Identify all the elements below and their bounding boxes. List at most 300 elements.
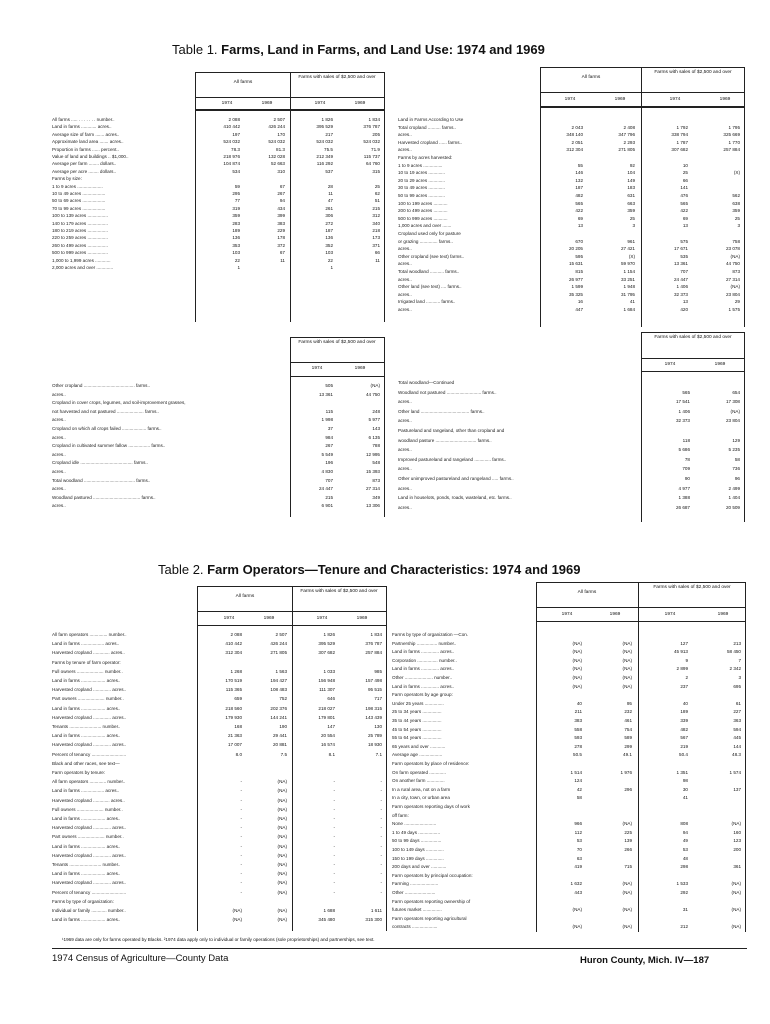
- row-label: Farm operators by principal occupation:: [392, 872, 473, 878]
- row-value: 420: [680, 307, 688, 312]
- row-value: 53: [576, 838, 582, 844]
- row-value: 28: [327, 183, 333, 189]
- row-value: (NA): [277, 889, 287, 895]
- row-value: 29: [734, 299, 740, 305]
- row-value: 631: [627, 193, 635, 198]
- row-label: Other ...................... number..: [392, 675, 452, 680]
- row-value: 7.5: [280, 751, 287, 757]
- row-label: Proportion in farms ...... percent..: [52, 146, 119, 152]
- row-value: 23 804: [725, 291, 740, 297]
- row-value: (NA): [731, 890, 741, 895]
- row-value: 283: [232, 220, 240, 226]
- row-value: 558: [574, 726, 582, 732]
- row-value: 13: [682, 223, 688, 229]
- row-label: acres..: [52, 469, 66, 474]
- row-value: 11: [280, 257, 285, 263]
- row-value: 248: [372, 408, 380, 414]
- t2-l-y1969b: 1969: [356, 616, 368, 621]
- row-value: -: [240, 797, 242, 803]
- row-value: 118: [682, 437, 690, 443]
- row-label: 500 to 999 acres ................: [52, 250, 108, 256]
- row-value: 2 499: [728, 485, 740, 491]
- row-value: 66: [682, 177, 688, 183]
- row-value: 395 529: [316, 124, 333, 130]
- row-value: 202 376: [270, 705, 287, 711]
- row-value: 104: [627, 170, 635, 176]
- row-value: 115 737: [363, 154, 380, 159]
- row-label: acres..: [398, 291, 412, 297]
- row-value: 51: [374, 198, 380, 204]
- row-label: 35 to 44 years ...............: [392, 718, 442, 723]
- row-label: 70 to 99 acres ..................: [52, 205, 106, 211]
- row-value: 353: [232, 242, 240, 248]
- row-value: 594: [733, 726, 741, 732]
- row-value: (NA): [622, 890, 632, 895]
- row-value: 524 032: [316, 139, 333, 145]
- row-value: 27 314: [365, 486, 380, 492]
- row-label: Tenants ......................... number..: [52, 862, 121, 867]
- row-value: 33 251: [620, 276, 635, 282]
- row-value: 55: [577, 162, 583, 168]
- row-label: Farming ......................: [392, 881, 439, 887]
- row-value: 20 554: [320, 733, 335, 739]
- row-value: 752: [279, 696, 287, 702]
- row-value: 98: [682, 778, 688, 784]
- row-value: 61: [735, 700, 741, 706]
- row-label: acres..: [398, 246, 412, 252]
- row-value: 461: [624, 718, 632, 723]
- row-value: 11: [375, 257, 380, 263]
- row-value: 1 154: [623, 269, 635, 274]
- t1-l-y1969a: 1969: [261, 101, 273, 106]
- row-label: acres..: [398, 307, 412, 312]
- row-value: 41: [682, 795, 688, 801]
- row-label: 1,000 to 1,999 acres ............: [52, 257, 111, 263]
- row-value: 66: [374, 250, 380, 256]
- row-value: 359: [627, 208, 635, 214]
- row-value: (NA): [572, 683, 582, 689]
- row-value: -: [380, 880, 382, 886]
- row-value: 40: [576, 700, 582, 706]
- row-value: 5 686: [678, 447, 690, 453]
- row-value: 1 033: [323, 668, 335, 674]
- row-label: Land in farms ................... acres..: [52, 678, 121, 683]
- row-value: 213: [733, 640, 741, 646]
- row-value: 13 361: [318, 391, 333, 397]
- table1-lower-hdr-right: Farms with sales of $2,500 and over: [654, 335, 732, 340]
- row-label: 50 to 99 acres .............: [398, 193, 445, 198]
- row-value: 146: [575, 170, 583, 176]
- row-value: 278: [574, 743, 582, 749]
- row-label: Average per farm ........ dollars..: [52, 161, 117, 167]
- row-value: 147: [327, 724, 335, 729]
- row-value: 50.5: [573, 752, 582, 758]
- row-label: acres..: [398, 418, 412, 424]
- row-value: 695: [733, 683, 741, 689]
- row-value: 90: [684, 476, 690, 481]
- row-label: Land in houselots, ponds, roads, wasteland, etc. farms..: [398, 495, 512, 501]
- row-value: 6 135: [368, 434, 380, 440]
- row-label: acres..: [398, 447, 412, 453]
- row-label: 1 to 9 acres ...............: [398, 162, 443, 168]
- row-value: 31 795: [620, 291, 635, 297]
- row-value: 482: [680, 726, 688, 732]
- row-value: -: [240, 806, 242, 812]
- row-value: -: [240, 779, 242, 785]
- row-value: (NA): [277, 852, 287, 858]
- row-value: -: [380, 889, 382, 895]
- row-value: 212: [680, 924, 688, 930]
- row-value: 663: [627, 200, 635, 206]
- row-value: 3: [738, 675, 741, 680]
- row-value: -: [333, 797, 335, 803]
- row-value: 295: [232, 191, 240, 196]
- row-value: 47: [327, 198, 333, 204]
- row-value: 1 611: [370, 908, 382, 913]
- row-value: (NA): [622, 881, 632, 887]
- row-value: 31: [682, 907, 688, 913]
- row-label: Other cropland ........................................ farms..: [52, 383, 151, 388]
- row-value: 111 307: [319, 687, 335, 693]
- row-value: (X): [733, 170, 740, 176]
- row-value: 307 682: [318, 650, 335, 656]
- row-label: Total woodland ........................................ farms..: [52, 477, 151, 483]
- row-value: 1 826: [321, 117, 333, 122]
- row-label: Farm operators by age group:: [392, 692, 453, 698]
- row-value: 15 631: [568, 261, 583, 267]
- row-value: 189: [232, 228, 240, 233]
- row-value: 29 441: [272, 733, 287, 739]
- row-value: (NA): [277, 779, 287, 785]
- row-value: -: [380, 797, 382, 803]
- row-value: 371: [372, 242, 380, 248]
- row-value: 183: [627, 185, 635, 191]
- row-value: 257 884: [723, 147, 740, 153]
- row-value: 352: [325, 242, 333, 248]
- row-value: 1 795: [728, 124, 740, 130]
- row-value: (NA): [572, 924, 582, 930]
- row-label: Partnership ................ number..: [392, 640, 457, 646]
- row-value: 13: [682, 299, 688, 305]
- row-value: 30: [682, 786, 688, 792]
- row-value: 23 804: [725, 418, 740, 424]
- row-value: 589: [624, 735, 632, 741]
- row-value: 383: [574, 718, 582, 723]
- row-label: Farm operators reporting days of work: [392, 804, 470, 809]
- row-label: not harvested and not pastured ..................... farms..: [52, 408, 159, 414]
- table2-title: [158, 562, 581, 577]
- row-value: 422: [575, 208, 583, 214]
- row-value: 338 794: [671, 132, 688, 138]
- row-label: Percent of tenancy ...........................: [52, 889, 127, 895]
- row-value: 2 899: [676, 666, 688, 672]
- row-value: 670: [575, 238, 583, 244]
- row-label: 180 to 219 acres ................: [52, 228, 108, 233]
- row-value: 410 442: [225, 641, 242, 647]
- row-value: -: [240, 834, 242, 840]
- row-value: 537: [325, 168, 333, 174]
- row-value: 347 796: [618, 132, 635, 138]
- table1-hdr-all-right: All farms: [581, 75, 601, 80]
- row-value: 3: [632, 223, 635, 229]
- row-value: (NA): [622, 640, 632, 646]
- row-value: 44 750: [365, 391, 380, 397]
- row-value: 17 308: [725, 399, 740, 405]
- row-label: Land in farms .............. acres..: [392, 683, 455, 689]
- row-value: -: [380, 816, 382, 821]
- row-label: acres..: [398, 276, 412, 282]
- row-label: Total cropland .......... farms..: [398, 124, 456, 130]
- row-label: acres..: [398, 132, 412, 138]
- row-value: (NA): [277, 862, 287, 867]
- row-value: (NA): [277, 806, 287, 812]
- row-label: 100 to 149 days ..............: [392, 847, 444, 852]
- row-value: 9: [685, 657, 688, 663]
- table1-title-main: Farms, Land in Farms, and Land Use:: [221, 42, 454, 57]
- row-value: -: [333, 816, 335, 821]
- row-value: (NA): [277, 825, 287, 831]
- row-label: 220 to 259 acres ................: [52, 235, 108, 241]
- row-label: Other ........................: [392, 890, 436, 895]
- row-label: acres..: [398, 485, 412, 491]
- t1-r-y1974b: 1974: [669, 97, 681, 102]
- row-value: 363: [733, 718, 741, 723]
- row-value: 339: [680, 718, 688, 723]
- row-label: Land in farms ................... acres..: [52, 917, 121, 923]
- row-value: 873: [732, 269, 740, 274]
- row-label: Total woodland ........... farms..: [398, 269, 460, 274]
- row-value: -: [380, 825, 382, 831]
- row-label: Cropland used only for pasture: [398, 231, 461, 236]
- row-value: 399: [277, 213, 285, 219]
- row-value: 359: [732, 208, 740, 214]
- row-value: 709: [682, 466, 690, 472]
- row-value: 299: [624, 743, 632, 749]
- row-value: (NA): [572, 666, 582, 672]
- row-label: 260 to 499 acres ................: [52, 242, 108, 248]
- table2-hdr-all-right: All farms: [577, 590, 597, 595]
- row-value: 198 315: [365, 705, 382, 711]
- row-value: 8.1: [328, 751, 335, 757]
- row-label: 1,000 acres and over .......: [398, 223, 452, 229]
- row-value: -: [380, 862, 382, 867]
- row-value: -: [333, 852, 335, 858]
- row-label: Farms by type of organization —Con.: [392, 632, 469, 637]
- row-value: 129: [732, 437, 740, 443]
- row-value: 8.0: [235, 751, 242, 757]
- row-value: 23 078: [725, 246, 740, 252]
- t2-r-y1974a: 1974: [561, 612, 573, 617]
- table1-title-prefix: Table 1.: [172, 42, 218, 57]
- row-value: -: [240, 788, 242, 794]
- row-value: 143 439: [365, 714, 382, 720]
- row-label: 55 to 64 years ...............: [392, 735, 442, 741]
- row-value: 2 507: [273, 117, 285, 122]
- row-value: 815: [575, 269, 583, 274]
- row-value: 419: [574, 864, 582, 870]
- row-value: 2 408: [623, 124, 635, 130]
- row-value: 638: [732, 200, 740, 206]
- row-value: 78.3: [231, 146, 240, 152]
- row-value: 17 541: [675, 399, 690, 405]
- row-label: All farm operators ............. number..: [52, 779, 126, 785]
- row-value: 190: [279, 724, 287, 729]
- row-value: 58 450: [726, 649, 741, 655]
- row-value: 567: [680, 735, 688, 741]
- row-value: -: [333, 825, 335, 831]
- row-value: 2 043: [571, 124, 583, 130]
- table1-title: [172, 42, 545, 57]
- row-value: 808: [680, 821, 688, 827]
- row-value: 136: [232, 235, 240, 241]
- row-value: 654: [732, 389, 740, 395]
- row-value: 535: [680, 253, 688, 259]
- t2-r-y1969b: 1969: [717, 612, 729, 617]
- row-label: acres..: [398, 466, 412, 472]
- row-value: 18 930: [367, 742, 382, 748]
- row-value: 2: [685, 675, 688, 680]
- row-label: Land in farms ............ acres..: [52, 124, 112, 130]
- row-value: 25: [374, 183, 380, 189]
- row-label: All farm operators .............. number..: [52, 632, 127, 637]
- t1-lr-y1969: 1969: [714, 362, 726, 367]
- row-value: (NA): [730, 408, 740, 414]
- row-label: Other cropland (see text) farms..: [398, 253, 465, 259]
- row-value: 26 977: [568, 276, 583, 282]
- row-value: 217: [325, 131, 333, 137]
- row-value: 197: [232, 131, 240, 137]
- row-label: 20 to 29 acres .............: [398, 177, 445, 183]
- row-value: 144 241: [270, 714, 287, 720]
- row-value: 7: [738, 657, 741, 663]
- row-value: 575: [680, 238, 688, 244]
- row-label: Value of land and buildings .. $1,000..: [52, 154, 129, 159]
- row-value: 116 292: [316, 161, 333, 167]
- row-value: 272: [325, 220, 333, 226]
- row-label: 50 to 69 acres ..................: [52, 198, 106, 204]
- row-value: (NA): [572, 907, 582, 913]
- row-value: 136: [325, 235, 333, 241]
- row-value: -: [333, 806, 335, 812]
- row-value: (NA): [232, 908, 242, 913]
- t1-ll-y1974: 1974: [311, 366, 323, 371]
- row-value: 22: [234, 257, 240, 263]
- row-label: acres..: [52, 451, 66, 457]
- table2-hdr-sales-right: Farms with sales of $2,500 and over: [653, 585, 731, 590]
- row-value: 873: [372, 477, 380, 483]
- row-value: 524 032: [363, 139, 380, 145]
- row-value: 53: [682, 847, 688, 852]
- row-label: Land in farms .............. acres..: [392, 649, 455, 655]
- t1-l-y1974a: 1974: [221, 101, 233, 106]
- row-value: 37: [327, 426, 333, 431]
- row-value: 4 977: [678, 485, 690, 491]
- row-value: 132 028: [268, 154, 285, 159]
- row-value: -: [333, 834, 335, 840]
- table2-title-main: Farm Operators—Tenure and Characteristics:: [207, 562, 489, 577]
- row-value: 310: [277, 168, 285, 174]
- row-label: Other unimproved pastureland and rangeland ..... farms..: [398, 476, 514, 481]
- row-label: Pastureland and rangeland, other than cropland and: [398, 428, 505, 433]
- row-value: 315 300: [365, 917, 382, 923]
- row-value: -: [240, 889, 242, 895]
- row-label: Land in farms ................... acres..: [52, 816, 121, 821]
- row-value: 144: [733, 743, 741, 749]
- row-value: 71.9: [371, 146, 380, 152]
- row-value: 2 507: [275, 632, 287, 637]
- row-label: Harvested cropland ............. acres..: [52, 797, 125, 803]
- row-value: 62: [374, 191, 380, 196]
- row-value: 58: [576, 795, 582, 801]
- row-value: (NA): [622, 649, 632, 655]
- row-value: 4 830: [321, 469, 333, 474]
- row-value: 1 787: [676, 139, 688, 145]
- row-label: 2,000 acres and over .............: [52, 265, 114, 270]
- row-value: 112: [574, 829, 582, 835]
- row-label: Land in farms ................... acres..: [52, 705, 121, 711]
- row-value: 1 574: [729, 769, 741, 775]
- row-label: None .........................: [392, 821, 437, 827]
- row-value: 2 293: [623, 139, 635, 145]
- row-value: (NA): [572, 657, 582, 663]
- row-value: -: [333, 880, 335, 886]
- row-value: 49: [682, 838, 688, 844]
- row-value: 178: [277, 235, 285, 241]
- row-label: or grazing .............. farms..: [398, 238, 453, 244]
- row-value: (NA): [622, 821, 632, 827]
- row-value: 48.3: [732, 752, 741, 758]
- row-value: 1 770: [728, 139, 740, 145]
- row-value: 130: [374, 724, 382, 729]
- row-value: -: [333, 843, 335, 849]
- row-value: 12 995: [365, 451, 380, 457]
- row-label: 50 to 99 days ................: [392, 838, 442, 844]
- row-value: 1 388: [678, 495, 690, 501]
- row-value: 376 787: [363, 124, 380, 130]
- row-label: Woodland not pastured ........................... farms..: [398, 389, 497, 395]
- row-value: (NA): [622, 924, 632, 930]
- row-value: 383: [277, 220, 285, 226]
- row-value: 1 684: [623, 307, 635, 312]
- row-value: 22: [327, 257, 333, 263]
- row-value: 312 304: [225, 650, 242, 656]
- row-label: 140 to 179 acres ................: [52, 220, 108, 226]
- row-label: acres..: [52, 434, 66, 440]
- row-value: 5 977: [368, 417, 380, 423]
- t1-l-y1974b: 1974: [314, 101, 326, 106]
- row-value: -: [333, 788, 335, 794]
- row-value: 707: [325, 477, 333, 483]
- row-value: 2 051: [571, 139, 583, 145]
- row-value: 108 483: [270, 687, 287, 693]
- row-value: 524 032: [268, 139, 285, 145]
- row-value: 1 406: [676, 284, 688, 290]
- row-value: (NA): [277, 871, 287, 877]
- row-value: (NA): [277, 788, 287, 794]
- row-value: 24 447: [318, 486, 333, 492]
- row-label: On another farm ..............: [392, 778, 445, 784]
- row-value: 215: [325, 494, 333, 500]
- row-value: 1 834: [370, 632, 382, 637]
- row-label: Farm operators reporting ownership of: [392, 898, 471, 904]
- t1-ll-y1969: 1969: [354, 366, 366, 371]
- row-value: 319: [232, 205, 240, 211]
- row-value: 2 342: [729, 666, 741, 672]
- row-value: 124: [574, 778, 582, 784]
- row-value: 218 976: [223, 154, 240, 159]
- row-value: 447: [575, 307, 583, 312]
- row-value: 170: [277, 131, 285, 137]
